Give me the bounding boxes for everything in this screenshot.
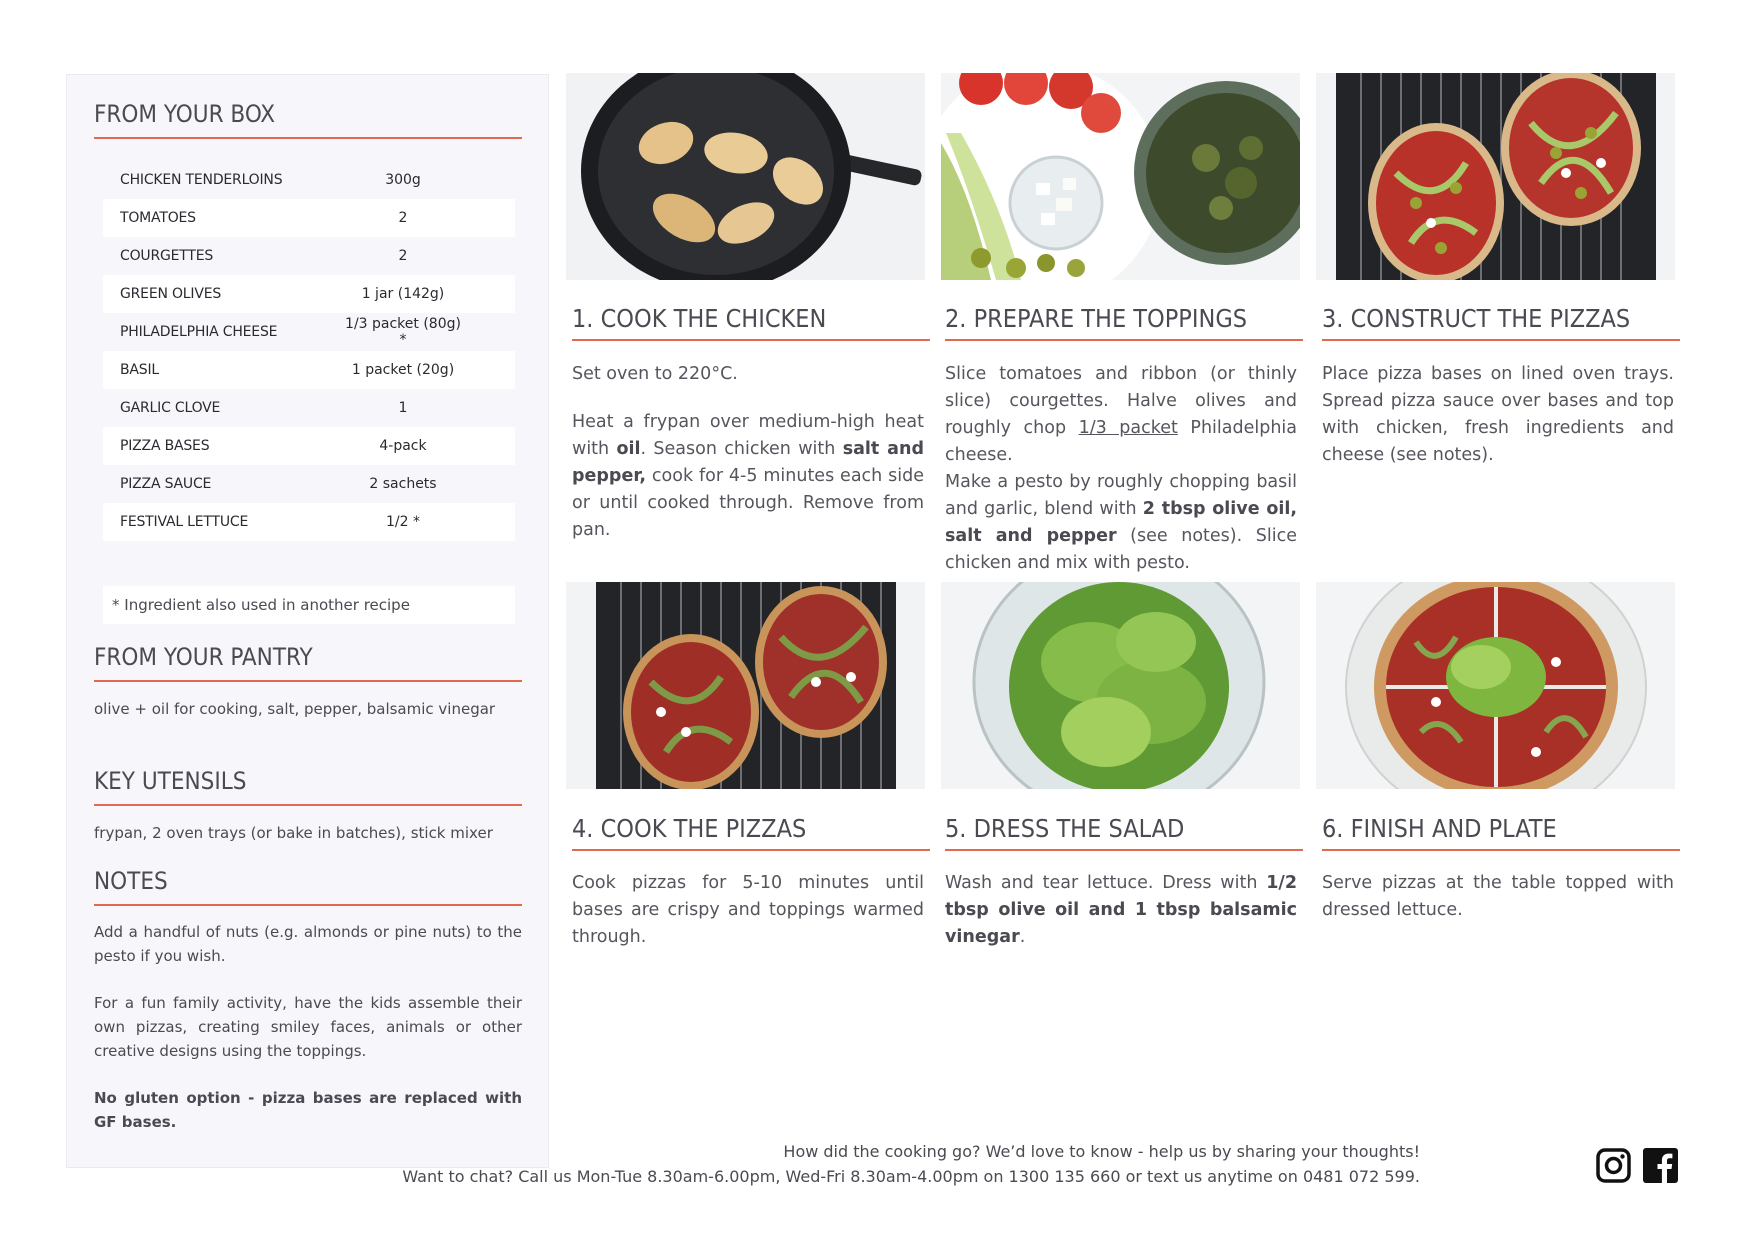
table-row bbox=[103, 313, 515, 351]
step-6-body bbox=[1322, 870, 1674, 924]
bold-text: 2 tbsp olive oil, salt and pepper bbox=[945, 499, 1297, 546]
pantry-text: olive + oil for cooking, salt, pepper, balsamic vinegar bbox=[94, 700, 496, 718]
ingredient-footnote: * Ingredient also used in another recipe bbox=[103, 586, 515, 624]
step-1-body bbox=[572, 361, 924, 544]
step-1-oven: Set oven to 220°C. bbox=[572, 364, 738, 384]
text: . Season chicken with bbox=[640, 439, 843, 459]
table-row bbox=[103, 465, 515, 503]
step-2-title: 2. PREPARE THE TOPPINGS bbox=[945, 303, 1303, 341]
text: Slice tomatoes and ribbon (or thinly slice) courgettes. Halve olives and roughly chop bbox=[945, 364, 1297, 438]
ingredient-name: CHICKEN TENDERLOINS bbox=[120, 172, 283, 188]
notes-paragraph: Add a handful of nuts (e.g. almonds or pine nuts) to the pesto if you wish. bbox=[94, 923, 522, 965]
toppings-image bbox=[941, 73, 1300, 280]
notes-gluten-option: No gluten option - pizza bases are replaced with GF bases. bbox=[94, 1089, 522, 1131]
ingredient-qty: 1 jar (142g) bbox=[361, 286, 445, 302]
ingredient-name: PHILADELPHIA CHEESE bbox=[120, 324, 278, 340]
frypan-chicken-image bbox=[566, 73, 925, 280]
table-row bbox=[103, 427, 515, 465]
bold-text: oil bbox=[616, 439, 641, 459]
table-row bbox=[103, 199, 515, 237]
step-3-title: 3. CONSTRUCT THE PIZZAS bbox=[1322, 303, 1680, 341]
step-2-body bbox=[945, 361, 1297, 577]
step-6-photo bbox=[1316, 582, 1675, 789]
table-row bbox=[103, 389, 515, 427]
cooked-pizzas-tray-image bbox=[566, 582, 925, 789]
ingredient-qty: 2 bbox=[398, 210, 408, 226]
instagram-icon[interactable] bbox=[1596, 1148, 1631, 1183]
step-2-pesto bbox=[945, 469, 1297, 577]
bold-text: 1/2 tbsp olive oil and 1 tbsp balsamic vinegar bbox=[945, 873, 1297, 947]
from-your-box-heading: FROM YOUR BOX bbox=[94, 99, 522, 139]
contact-text: Want to chat? Call us Mon-Tue 8.30am-6.00pm, Wed-Fri 8.30am-4.00pm on 1300 135 660 or text us anytime on 0481 072 599. bbox=[402, 1167, 1420, 1186]
ingredient-qty: 1 packet (20g) bbox=[351, 362, 455, 378]
ingredient-qty: 2 bbox=[398, 248, 408, 264]
notes-paragraph: For a fun family activity, have the kids assemble their own pizzas, creating smiley faces, animals or other creative designs using the toppings. bbox=[94, 994, 522, 1060]
table-row bbox=[103, 161, 515, 199]
ingredient-name: PIZZA BASES bbox=[120, 438, 210, 454]
step-1-method bbox=[572, 409, 924, 544]
table-row bbox=[103, 503, 515, 541]
step-4-photo bbox=[566, 582, 925, 789]
step-3-photo bbox=[1316, 73, 1675, 280]
raw-pizzas-tray-image bbox=[1316, 73, 1675, 280]
ingredient-qty: 300g bbox=[385, 172, 421, 188]
table-row bbox=[103, 351, 515, 389]
step-2-photo bbox=[941, 73, 1300, 280]
text: . bbox=[1019, 927, 1026, 947]
table-row bbox=[103, 275, 515, 313]
facebook-icon[interactable] bbox=[1643, 1148, 1678, 1183]
bold-text: salt and pepper, bbox=[572, 439, 924, 486]
step-1-photo bbox=[566, 73, 925, 280]
ingredient-qty: 2 sachets bbox=[369, 476, 437, 492]
ingredient-name: FESTIVAL LETTUCE bbox=[120, 514, 249, 530]
text: cook for 4-5 minutes each side or until cooked through. Remove from pan. bbox=[572, 466, 924, 540]
ingredient-name: PIZZA SAUCE bbox=[120, 476, 212, 492]
key-utensils-heading: KEY UTENSILS bbox=[94, 766, 522, 806]
step-5-body bbox=[945, 870, 1297, 951]
ingredient-qty: 4-pack bbox=[379, 438, 427, 454]
ingredient-name: GREEN OLIVES bbox=[120, 286, 222, 302]
ingredient-qty: 1 bbox=[398, 400, 408, 416]
ingredient-name: COURGETTES bbox=[120, 248, 214, 264]
step-5-photo bbox=[941, 582, 1300, 789]
text: (see notes). Slice chicken and mix with pesto. bbox=[945, 526, 1297, 573]
step-6-text: Serve pizzas at the table topped with dressed lettuce. bbox=[1322, 873, 1674, 920]
from-your-pantry-heading: FROM YOUR PANTRY bbox=[94, 642, 522, 682]
step-4-title: 4. COOK THE PIZZAS bbox=[572, 813, 930, 851]
ingredient-qty: 1/3 packet (80g) * bbox=[345, 316, 461, 348]
ingredient-qty: 1/2 * bbox=[386, 514, 420, 530]
table-row bbox=[103, 237, 515, 275]
step-1-title: 1. COOK THE CHICKEN bbox=[572, 303, 930, 341]
ingredient-name: GARLIC CLOVE bbox=[120, 400, 221, 416]
text: Heat a frypan over medium-high heat with bbox=[572, 412, 924, 459]
step-5-title: 5. DRESS THE SALAD bbox=[945, 813, 1303, 851]
feedback-text: How did the cooking go? We’d love to know - help us by sharing your thoughts! bbox=[783, 1142, 1420, 1161]
step-4-body bbox=[572, 870, 924, 951]
ingredients-table bbox=[103, 161, 515, 541]
ingredients-sidebar bbox=[66, 74, 549, 1168]
plated-pizza-image bbox=[1316, 582, 1675, 789]
step-3-body bbox=[1322, 361, 1674, 469]
text: Philadelphia cheese. bbox=[945, 418, 1298, 465]
step-5-text bbox=[945, 870, 1297, 951]
text: Make a pesto by roughly chopping basil and garlic, blend with bbox=[945, 472, 1297, 519]
step-2-slice bbox=[945, 361, 1297, 469]
utensils-text: frypan, 2 oven trays (or bake in batches), stick mixer bbox=[94, 824, 493, 842]
salad-bowl-image bbox=[941, 582, 1300, 789]
step-4-text: Cook pizzas for 5-10 minutes until bases are crispy and toppings warmed through. bbox=[572, 873, 924, 947]
ingredient-name: BASIL bbox=[120, 362, 159, 378]
text: Wash and tear lettuce. Dress with bbox=[945, 873, 1267, 893]
notes-heading: NOTES bbox=[94, 866, 522, 906]
ingredient-name: TOMATOES bbox=[120, 210, 196, 226]
underlined-text: 1/3 packet bbox=[1078, 418, 1178, 438]
step-3-text: Place pizza bases on lined oven trays. Spread pizza sauce over bases and top with chicken, fresh ingredients and cheese (see notes). bbox=[1322, 364, 1674, 465]
step-6-title: 6. FINISH AND PLATE bbox=[1322, 813, 1680, 851]
